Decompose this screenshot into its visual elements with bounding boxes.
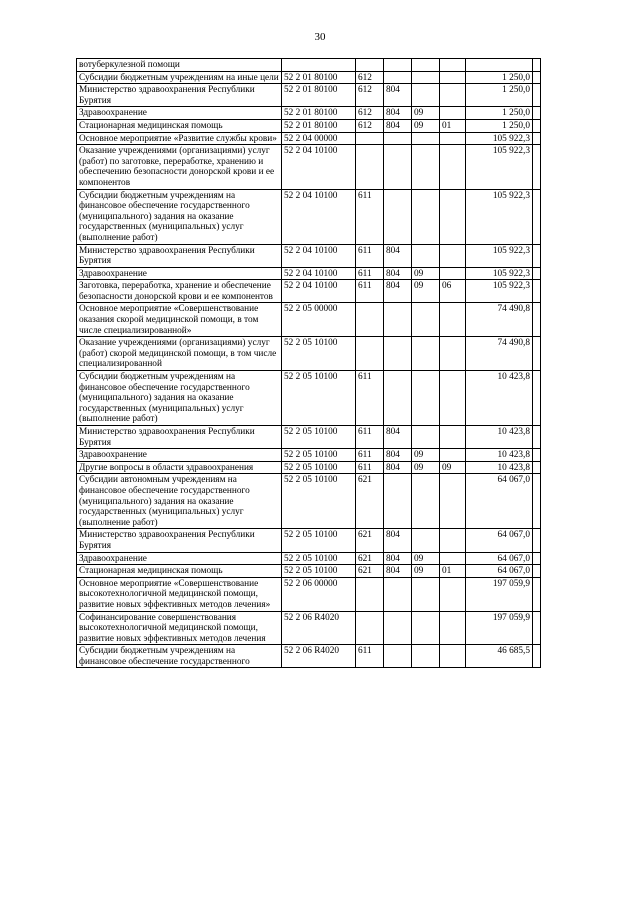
amount-cell: 105 922,3 (466, 132, 533, 145)
section-code-cell (412, 132, 440, 145)
target-article-code-cell: 52 2 05 10100 (282, 449, 356, 462)
expense-type-cell: 611 (356, 461, 384, 474)
table-row (77, 645, 541, 668)
expense-type-cell: 611 (356, 244, 384, 267)
spacer-cell (533, 645, 541, 668)
target-article-code-cell: 52 2 06 R4020 (282, 645, 356, 668)
target-article-code-cell: 52 2 05 10100 (282, 426, 356, 449)
spacer-cell (533, 552, 541, 565)
table-row (77, 280, 541, 303)
spacer-cell (533, 611, 541, 645)
table-row (77, 565, 541, 578)
target-article-code-cell: 52 2 04 10100 (282, 244, 356, 267)
ministry-code-cell: 804 (384, 565, 412, 578)
subsection-code-cell (440, 426, 466, 449)
row-name-cell: Здравоохранение (77, 107, 282, 120)
amount-cell: 1 250,0 (466, 84, 533, 107)
subsection-code-cell (440, 577, 466, 611)
row-name-cell: Основное мероприятие «Совершенствование оказания скорой медицинской помощи, в том числе специализированной» (77, 303, 282, 337)
target-article-code-cell: 52 2 04 10100 (282, 145, 356, 189)
ministry-code-cell (384, 145, 412, 189)
table-row (77, 303, 541, 337)
expense-type-cell: 612 (356, 119, 384, 132)
row-name-cell: Министерство здравоохранения Республики Бурятия (77, 84, 282, 107)
amount-cell: 10 423,8 (466, 449, 533, 462)
ministry-code-cell (384, 474, 412, 529)
section-code-cell (412, 645, 440, 668)
ministry-code-cell (384, 59, 412, 72)
table-row (77, 71, 541, 84)
target-article-code-cell: 52 2 05 10100 (282, 474, 356, 529)
section-code-cell: 09 (412, 119, 440, 132)
amount-cell: 197 059,9 (466, 577, 533, 611)
spacer-cell (533, 449, 541, 462)
subsection-code-cell (440, 244, 466, 267)
row-name-cell: Субсидии бюджетным учреждениям на финансовое обеспечение государственного (муниципального) задания на оказание государственных (муниципальных) услуг (выполнение работ) (77, 189, 282, 244)
subsection-code-cell (440, 611, 466, 645)
section-code-cell (412, 189, 440, 244)
section-code-cell (412, 145, 440, 189)
expense-type-cell (356, 577, 384, 611)
target-article-code-cell: 52 2 05 10100 (282, 529, 356, 552)
table-row (77, 474, 541, 529)
ministry-code-cell: 804 (384, 119, 412, 132)
target-article-code-cell: 52 2 06 00000 (282, 577, 356, 611)
ministry-code-cell (384, 611, 412, 645)
expense-type-cell: 612 (356, 84, 384, 107)
spacer-cell (533, 371, 541, 426)
expense-type-cell (356, 303, 384, 337)
target-article-code-cell: 52 2 06 R4020 (282, 611, 356, 645)
row-name-cell: Здравоохранение (77, 267, 282, 280)
spacer-cell (533, 461, 541, 474)
amount-cell: 10 423,8 (466, 371, 533, 426)
table-row (77, 84, 541, 107)
amount-cell: 105 922,3 (466, 244, 533, 267)
section-code-cell (412, 337, 440, 371)
spacer-cell (533, 59, 541, 72)
section-code-cell (412, 426, 440, 449)
section-code-cell: 09 (412, 280, 440, 303)
subsection-code-cell (440, 59, 466, 72)
spacer-cell (533, 426, 541, 449)
ministry-code-cell (384, 71, 412, 84)
spacer-cell (533, 474, 541, 529)
target-article-code-cell: 52 2 05 00000 (282, 303, 356, 337)
table-row (77, 449, 541, 462)
subsection-code-cell (440, 84, 466, 107)
target-article-code-cell: 52 2 04 00000 (282, 132, 356, 145)
spacer-cell (533, 189, 541, 244)
row-name-cell: Министерство здравоохранения Республики Бурятия (77, 529, 282, 552)
amount-cell: 1 250,0 (466, 71, 533, 84)
row-name-cell: Субсидии бюджетным учреждениям на финансовое обеспечение государственного (муниципального) задания на оказание государственных (муниципальных) услуг (выполнение работ) (77, 371, 282, 426)
expense-type-cell: 621 (356, 529, 384, 552)
amount-cell (466, 59, 533, 72)
ministry-code-cell: 804 (384, 84, 412, 107)
table-row (77, 267, 541, 280)
table-row (77, 119, 541, 132)
row-name-cell: Стационарная медицинская помощь (77, 565, 282, 578)
expense-type-cell (356, 132, 384, 145)
table-row (77, 107, 541, 120)
spacer-cell (533, 119, 541, 132)
target-article-code-cell: 52 2 01 80100 (282, 119, 356, 132)
subsection-code-cell (440, 529, 466, 552)
expense-type-cell: 612 (356, 107, 384, 120)
target-article-code-cell (282, 59, 356, 72)
spacer-cell (533, 84, 541, 107)
subsection-code-cell (440, 303, 466, 337)
table-row (77, 244, 541, 267)
expense-type-cell (356, 59, 384, 72)
row-name-cell: Оказание учреждениями (организациями) услуг (работ) по заготовке, переработке, хранению и обеспечению безопасности донорской крови и ее компонентов (77, 145, 282, 189)
table-row (77, 337, 541, 371)
target-article-code-cell: 52 2 01 80100 (282, 71, 356, 84)
expense-type-cell: 621 (356, 552, 384, 565)
ministry-code-cell (384, 189, 412, 244)
section-code-cell: 09 (412, 449, 440, 462)
ministry-code-cell: 804 (384, 552, 412, 565)
target-article-code-cell: 52 2 05 10100 (282, 337, 356, 371)
ministry-code-cell: 804 (384, 426, 412, 449)
table-row (77, 189, 541, 244)
spacer-cell (533, 529, 541, 552)
table-row (77, 611, 541, 645)
expense-type-cell: 612 (356, 71, 384, 84)
subsection-code-cell (440, 107, 466, 120)
target-article-code-cell: 52 2 04 10100 (282, 267, 356, 280)
subsection-code-cell: 01 (440, 565, 466, 578)
ministry-code-cell: 804 (384, 280, 412, 303)
amount-cell: 64 067,0 (466, 529, 533, 552)
row-name-cell: Субсидии автономным учреждениям на финансовое обеспечение государственного (муниципального) задания на оказание государственных (муниципальных) услуг (выполнение работ) (77, 474, 282, 529)
subsection-code-cell: 01 (440, 119, 466, 132)
row-name-cell: вотуберкулезной помощи (77, 59, 282, 72)
expense-type-cell (356, 145, 384, 189)
row-name-cell: Софинансирование совершенствования высокотехнологичной медицинской помощи, развитие новых эффективных методов лечения (77, 611, 282, 645)
row-name-cell: Министерство здравоохранения Республики Бурятия (77, 244, 282, 267)
row-name-cell: Основное мероприятие «Совершенствование высокотехнологичной медицинской помощи, развитие новых эффективных методов лечения» (77, 577, 282, 611)
target-article-code-cell: 52 2 05 10100 (282, 565, 356, 578)
amount-cell: 1 250,0 (466, 107, 533, 120)
table-row (77, 59, 541, 72)
section-code-cell (412, 84, 440, 107)
section-code-cell (412, 244, 440, 267)
ministry-code-cell (384, 337, 412, 371)
subsection-code-cell (440, 337, 466, 371)
spacer-cell (533, 565, 541, 578)
amount-cell: 46 685,5 (466, 645, 533, 668)
amount-cell: 10 423,8 (466, 426, 533, 449)
amount-cell: 105 922,3 (466, 280, 533, 303)
subsection-code-cell (440, 449, 466, 462)
row-name-cell: Основное мероприятие «Развитие службы крови» (77, 132, 282, 145)
subsection-code-cell (440, 474, 466, 529)
section-code-cell: 09 (412, 267, 440, 280)
expense-type-cell: 611 (356, 280, 384, 303)
expense-type-cell: 611 (356, 189, 384, 244)
ministry-code-cell (384, 303, 412, 337)
section-code-cell (412, 611, 440, 645)
subsection-code-cell (440, 552, 466, 565)
amount-cell: 105 922,3 (466, 189, 533, 244)
ministry-code-cell: 804 (384, 449, 412, 462)
section-code-cell (412, 303, 440, 337)
subsection-code-cell (440, 189, 466, 244)
amount-cell: 74 490,8 (466, 303, 533, 337)
target-article-code-cell: 52 2 05 10100 (282, 461, 356, 474)
ministry-code-cell: 804 (384, 244, 412, 267)
spacer-cell (533, 303, 541, 337)
row-name-cell: Заготовка, переработка, хранение и обеспечение безопасности донорской крови и ее компонентов (77, 280, 282, 303)
expense-type-cell: 611 (356, 426, 384, 449)
ministry-code-cell (384, 132, 412, 145)
expense-type-cell: 611 (356, 267, 384, 280)
expense-type-cell: 621 (356, 474, 384, 529)
expense-type-cell: 611 (356, 449, 384, 462)
row-name-cell: Стационарная медицинская помощь (77, 119, 282, 132)
table-row (77, 577, 541, 611)
section-code-cell (412, 71, 440, 84)
ministry-code-cell (384, 371, 412, 426)
row-name-cell: Другие вопросы в области здравоохранения (77, 461, 282, 474)
row-name-cell: Здравоохранение (77, 449, 282, 462)
table-row (77, 426, 541, 449)
expense-type-cell: 611 (356, 371, 384, 426)
expense-type-cell: 611 (356, 645, 384, 668)
spacer-cell (533, 132, 541, 145)
subsection-code-cell: 06 (440, 280, 466, 303)
spacer-cell (533, 267, 541, 280)
row-name-cell: Субсидии бюджетным учреждениям на финансовое обеспечение государственного (77, 645, 282, 668)
spacer-cell (533, 280, 541, 303)
amount-cell: 1 250,0 (466, 119, 533, 132)
target-article-code-cell: 52 2 04 10100 (282, 189, 356, 244)
section-code-cell: 09 (412, 461, 440, 474)
spacer-cell (533, 577, 541, 611)
amount-cell: 197 059,9 (466, 611, 533, 645)
amount-cell: 10 423,8 (466, 461, 533, 474)
ministry-code-cell (384, 577, 412, 611)
table-row (77, 461, 541, 474)
spacer-cell (533, 337, 541, 371)
table-row (77, 529, 541, 552)
expense-type-cell: 621 (356, 565, 384, 578)
ministry-code-cell: 804 (384, 267, 412, 280)
subsection-code-cell (440, 371, 466, 426)
section-code-cell (412, 474, 440, 529)
budget-table (76, 58, 541, 668)
ministry-code-cell (384, 645, 412, 668)
expense-type-cell (356, 611, 384, 645)
subsection-code-cell (440, 132, 466, 145)
target-article-code-cell: 52 2 01 80100 (282, 107, 356, 120)
spacer-cell (533, 71, 541, 84)
section-code-cell: 09 (412, 107, 440, 120)
table-row (77, 132, 541, 145)
table-row (77, 552, 541, 565)
spacer-cell (533, 145, 541, 189)
subsection-code-cell: 09 (440, 461, 466, 474)
section-code-cell: 09 (412, 552, 440, 565)
ministry-code-cell: 804 (384, 107, 412, 120)
row-name-cell: Здравоохранение (77, 552, 282, 565)
amount-cell: 74 490,8 (466, 337, 533, 371)
subsection-code-cell (440, 267, 466, 280)
section-code-cell (412, 577, 440, 611)
target-article-code-cell: 52 2 05 10100 (282, 552, 356, 565)
section-code-cell: 09 (412, 565, 440, 578)
section-code-cell (412, 59, 440, 72)
target-article-code-cell: 52 2 01 80100 (282, 84, 356, 107)
page-number: 30 (314, 31, 326, 43)
row-name-cell: Оказание учреждениями (организациями) услуг (работ) скорой медицинской помощи, в том числе специализированной (77, 337, 282, 371)
row-name-cell: Министерство здравоохранения Республики Бурятия (77, 426, 282, 449)
section-code-cell (412, 529, 440, 552)
row-name-cell: Субсидии бюджетным учреждениям на иные цели (77, 71, 282, 84)
spacer-cell (533, 244, 541, 267)
amount-cell: 64 067,0 (466, 474, 533, 529)
expense-type-cell (356, 337, 384, 371)
amount-cell: 64 067,0 (466, 552, 533, 565)
table-row (77, 145, 541, 189)
table-row (77, 371, 541, 426)
subsection-code-cell (440, 71, 466, 84)
ministry-code-cell: 804 (384, 529, 412, 552)
amount-cell: 105 922,3 (466, 267, 533, 280)
target-article-code-cell: 52 2 04 10100 (282, 280, 356, 303)
amount-cell: 64 067,0 (466, 565, 533, 578)
subsection-code-cell (440, 145, 466, 189)
section-code-cell (412, 371, 440, 426)
spacer-cell (533, 107, 541, 120)
amount-cell: 105 922,3 (466, 145, 533, 189)
target-article-code-cell: 52 2 05 10100 (282, 371, 356, 426)
subsection-code-cell (440, 645, 466, 668)
ministry-code-cell: 804 (384, 461, 412, 474)
